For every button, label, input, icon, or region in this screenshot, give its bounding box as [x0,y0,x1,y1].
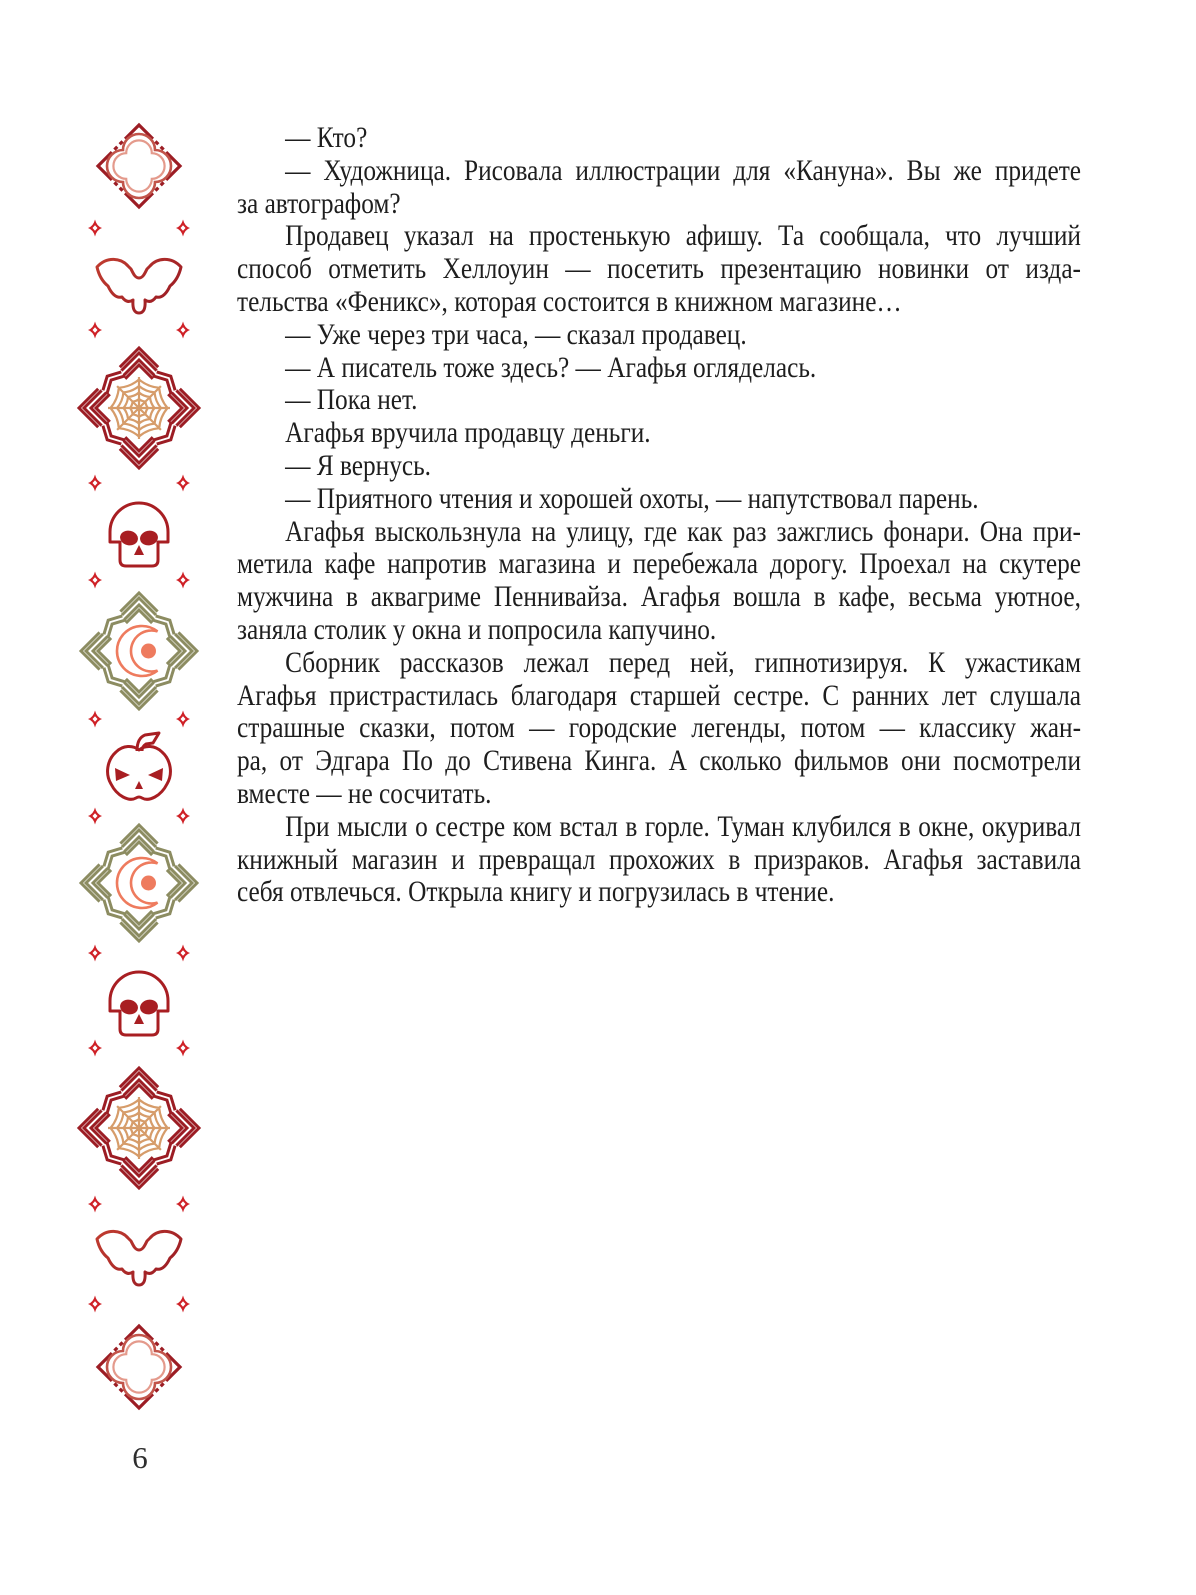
quatrefoil-diamond-ornament [84,1312,194,1422]
page-number: 6 [132,1440,148,1475]
sparkle-pair-icon [64,1191,214,1217]
spiderweb-diamond-ornament [70,1059,208,1197]
text-line: мужчина в аквагриме Пеннивайза. Агафья вошла в кафе, весьма уютное, [237,580,1081,614]
text-line: — Пока нет. [285,383,418,417]
bat-icon [91,253,187,317]
text-line: вместе — не сосчитать. [237,776,492,810]
text-line: Агафья выскользнула на улицу, где как раз зажглись фонари. Она при- [285,514,1081,548]
spiderweb-diamond-ornament [70,339,208,477]
text-line: метила кафе напротив магазина и перебежала дорогу. Проехал на скутере [237,547,1081,581]
bat-icon [91,1225,187,1289]
text-line: — Приятного чтения и хорошей охоты, — напутствовал парень. [285,481,979,515]
sparkle-pair-icon [64,1035,214,1061]
skull-icon [103,964,175,1042]
text-line: Агафья вручила продавцу деньги. [285,416,651,450]
body-text [237,122,1081,909]
text-line: тельства «Феникс», которая состоится в книжном магазине… [237,284,902,318]
text-line: Продавец указал на простенькую афишу. Та сообщала, что лучший [285,219,1081,253]
text-line: книжный магазин и превращал прохожих в призраков. Агафья заставила [237,842,1081,876]
crescent-moon-diamond-ornament [72,816,206,950]
text-line: — Кто? [285,121,368,154]
sparkle-pair-icon [64,215,214,241]
text-line: заняла столик у окна и попросила капучино. [237,612,717,646]
sparkle-pair-icon [64,470,214,496]
crescent-moon-diamond-ornament [72,584,206,718]
text-line: — Художница. Рисовала иллюстрации для «Кануна». Вы же придете [285,153,1081,187]
pumpkin-icon [95,728,183,808]
sparkle-pair-icon [64,940,214,966]
text-line: за автографом? [237,186,401,220]
text-line: Сборник рассказов лежал перед ней, гипнотизируя. К ужастикам [285,645,1081,679]
text-line: — Уже через три часа, — сказал продавец. [285,317,747,351]
text-line: себя отвлечься. Открыла книгу и погрузилась в чтение. [237,875,835,909]
skull-icon [103,495,175,573]
text-line: — А писатель тоже здесь? — Агафья огляделась. [285,350,817,384]
text-line: ра, от Эдгара По до Стивена Кинга. А сколько фильмов они посмотрели [237,744,1081,778]
quatrefoil-diamond-ornament [84,111,194,221]
text-line: способ отметить Хеллоуин — посетить презентацию новинки от изда- [237,252,1081,286]
text-line: Агафья пристрастилась благодаря старшей сестре. С ранних лет слушала [237,678,1081,712]
ornament-column [0,0,230,1595]
text-line: При мысли о сестре ком встал в горле. Туман клубился в окне, окуривал [285,809,1081,843]
text-line: страшные сказки, потом — городские легенды, потом — классику жан- [237,711,1081,745]
text-line: — Я вернусь. [285,448,432,482]
